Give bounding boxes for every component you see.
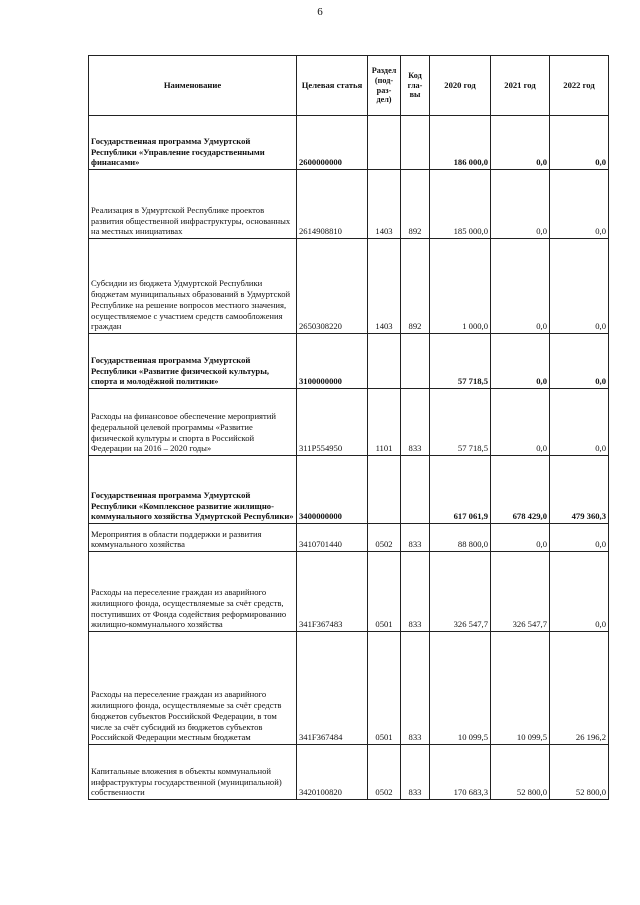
row-name: Реализация в Удмуртской Республике проектов развития общественной инфраструктуры, основанных на местных инициативах <box>89 170 297 239</box>
row-name: Расходы на переселение граждан из аварийного жилищного фонда, осуществляемые за счёт средств, поступивших от Фонда содействия реформированию жилищно-коммунального хозяйства <box>89 552 297 632</box>
table-row <box>89 170 609 239</box>
row-2022: 0,0 <box>550 552 609 632</box>
row-section: 1101 <box>368 389 401 456</box>
row-target: 2650308220 <box>297 239 368 334</box>
row-section <box>368 116 401 170</box>
row-2022: 52 800,0 <box>550 745 609 800</box>
row-target: 3100000000 <box>297 334 368 389</box>
header-chapter: Код гла-вы <box>401 56 430 116</box>
row-2022: 479 360,3 <box>550 456 609 524</box>
row-chapter <box>401 456 430 524</box>
row-2020: 88 800,0 <box>430 524 491 552</box>
row-2022: 0,0 <box>550 170 609 239</box>
row-chapter <box>401 116 430 170</box>
row-chapter: 833 <box>401 524 430 552</box>
row-2021: 0,0 <box>491 389 550 456</box>
row-2022: 0,0 <box>550 334 609 389</box>
row-target: 311P554950 <box>297 389 368 456</box>
header-2020: 2020 год <box>430 56 491 116</box>
table-row <box>89 632 609 745</box>
row-section <box>368 456 401 524</box>
header-section: Раздел (под-раз-дел) <box>368 56 401 116</box>
row-2022: 26 196,2 <box>550 632 609 745</box>
header-2021: 2021 год <box>491 56 550 116</box>
row-2021: 326 547,7 <box>491 552 550 632</box>
row-2021: 678 429,0 <box>491 456 550 524</box>
row-2021: 0,0 <box>491 524 550 552</box>
row-2020: 617 061,9 <box>430 456 491 524</box>
table-row <box>89 456 609 524</box>
row-2022: 0,0 <box>550 116 609 170</box>
row-2021: 0,0 <box>491 116 550 170</box>
row-section: 1403 <box>368 170 401 239</box>
row-target: 3420100820 <box>297 745 368 800</box>
row-chapter: 833 <box>401 552 430 632</box>
row-target: 3410701440 <box>297 524 368 552</box>
row-2022: 0,0 <box>550 524 609 552</box>
row-2020: 10 099,5 <box>430 632 491 745</box>
row-name: Субсидии из бюджета Удмуртской Республики бюджетам муниципальных образований в Удмуртской Республике на решение вопросов местного значения, осуществляемое с участием средств самообложения граждан <box>89 239 297 334</box>
row-2021: 52 800,0 <box>491 745 550 800</box>
table-header-row <box>89 56 609 116</box>
row-name: Расходы на переселение граждан из аварийного жилищного фонда, осуществляемые за счёт средств бюджетов субъектов Российской Федерации, в том числе за счёт субсидий из бюджетов субъектов Российской Федерации местным бюджетам <box>89 632 297 745</box>
budget-table <box>88 55 609 800</box>
row-section: 0502 <box>368 524 401 552</box>
row-name: Государственная программа Удмуртской Республики «Развитие физической культуры, спорта и молодёжной политики» <box>89 334 297 389</box>
row-section: 0501 <box>368 552 401 632</box>
row-name: Капитальные вложения в объекты коммунальной инфраструктуры государственной (муниципальной) собственности <box>89 745 297 800</box>
row-2020: 57 718,5 <box>430 389 491 456</box>
row-2020: 1 000,0 <box>430 239 491 334</box>
row-name: Расходы на финансовое обеспечение мероприятий федеральной целевой программы «Развитие физической культуры и спорта в Российской Федерации на 2016 – 2020 годы» <box>89 389 297 456</box>
row-2020: 186 000,0 <box>430 116 491 170</box>
row-section: 0501 <box>368 632 401 745</box>
row-chapter: 833 <box>401 745 430 800</box>
row-chapter: 892 <box>401 170 430 239</box>
row-2020: 185 000,0 <box>430 170 491 239</box>
page-number: 6 <box>317 6 323 18</box>
table-row <box>89 239 609 334</box>
table-row <box>89 745 609 800</box>
row-name: Государственная программа Удмуртской Республики «Комплексное развитие жилищно-коммунального хозяйства Удмуртской Республики» <box>89 456 297 524</box>
table-row <box>89 552 609 632</box>
row-target: 2600000000 <box>297 116 368 170</box>
table-row <box>89 524 609 552</box>
row-section: 1403 <box>368 239 401 334</box>
row-2020: 326 547,7 <box>430 552 491 632</box>
table-row <box>89 116 609 170</box>
row-2021: 10 099,5 <box>491 632 550 745</box>
table-row <box>89 334 609 389</box>
row-name: Мероприятия в области поддержки и развития коммунального хозяйства <box>89 524 297 552</box>
row-2020: 170 683,3 <box>430 745 491 800</box>
row-chapter: 892 <box>401 239 430 334</box>
row-target: 341F367484 <box>297 632 368 745</box>
table-row <box>89 389 609 456</box>
row-target: 3400000000 <box>297 456 368 524</box>
row-2022: 0,0 <box>550 389 609 456</box>
row-2021: 0,0 <box>491 334 550 389</box>
row-name: Государственная программа Удмуртской Республики «Управление государственными финансами» <box>89 116 297 170</box>
row-chapter: 833 <box>401 632 430 745</box>
row-chapter <box>401 334 430 389</box>
row-target: 341F367483 <box>297 552 368 632</box>
row-2022: 0,0 <box>550 239 609 334</box>
row-section: 0502 <box>368 745 401 800</box>
header-2022: 2022 год <box>550 56 609 116</box>
row-target: 2614908810 <box>297 170 368 239</box>
row-2020: 57 718,5 <box>430 334 491 389</box>
row-chapter: 833 <box>401 389 430 456</box>
row-section <box>368 334 401 389</box>
row-2021: 0,0 <box>491 239 550 334</box>
row-2021: 0,0 <box>491 170 550 239</box>
header-target: Целевая статья <box>297 56 368 116</box>
header-name: Наименование <box>89 56 297 116</box>
